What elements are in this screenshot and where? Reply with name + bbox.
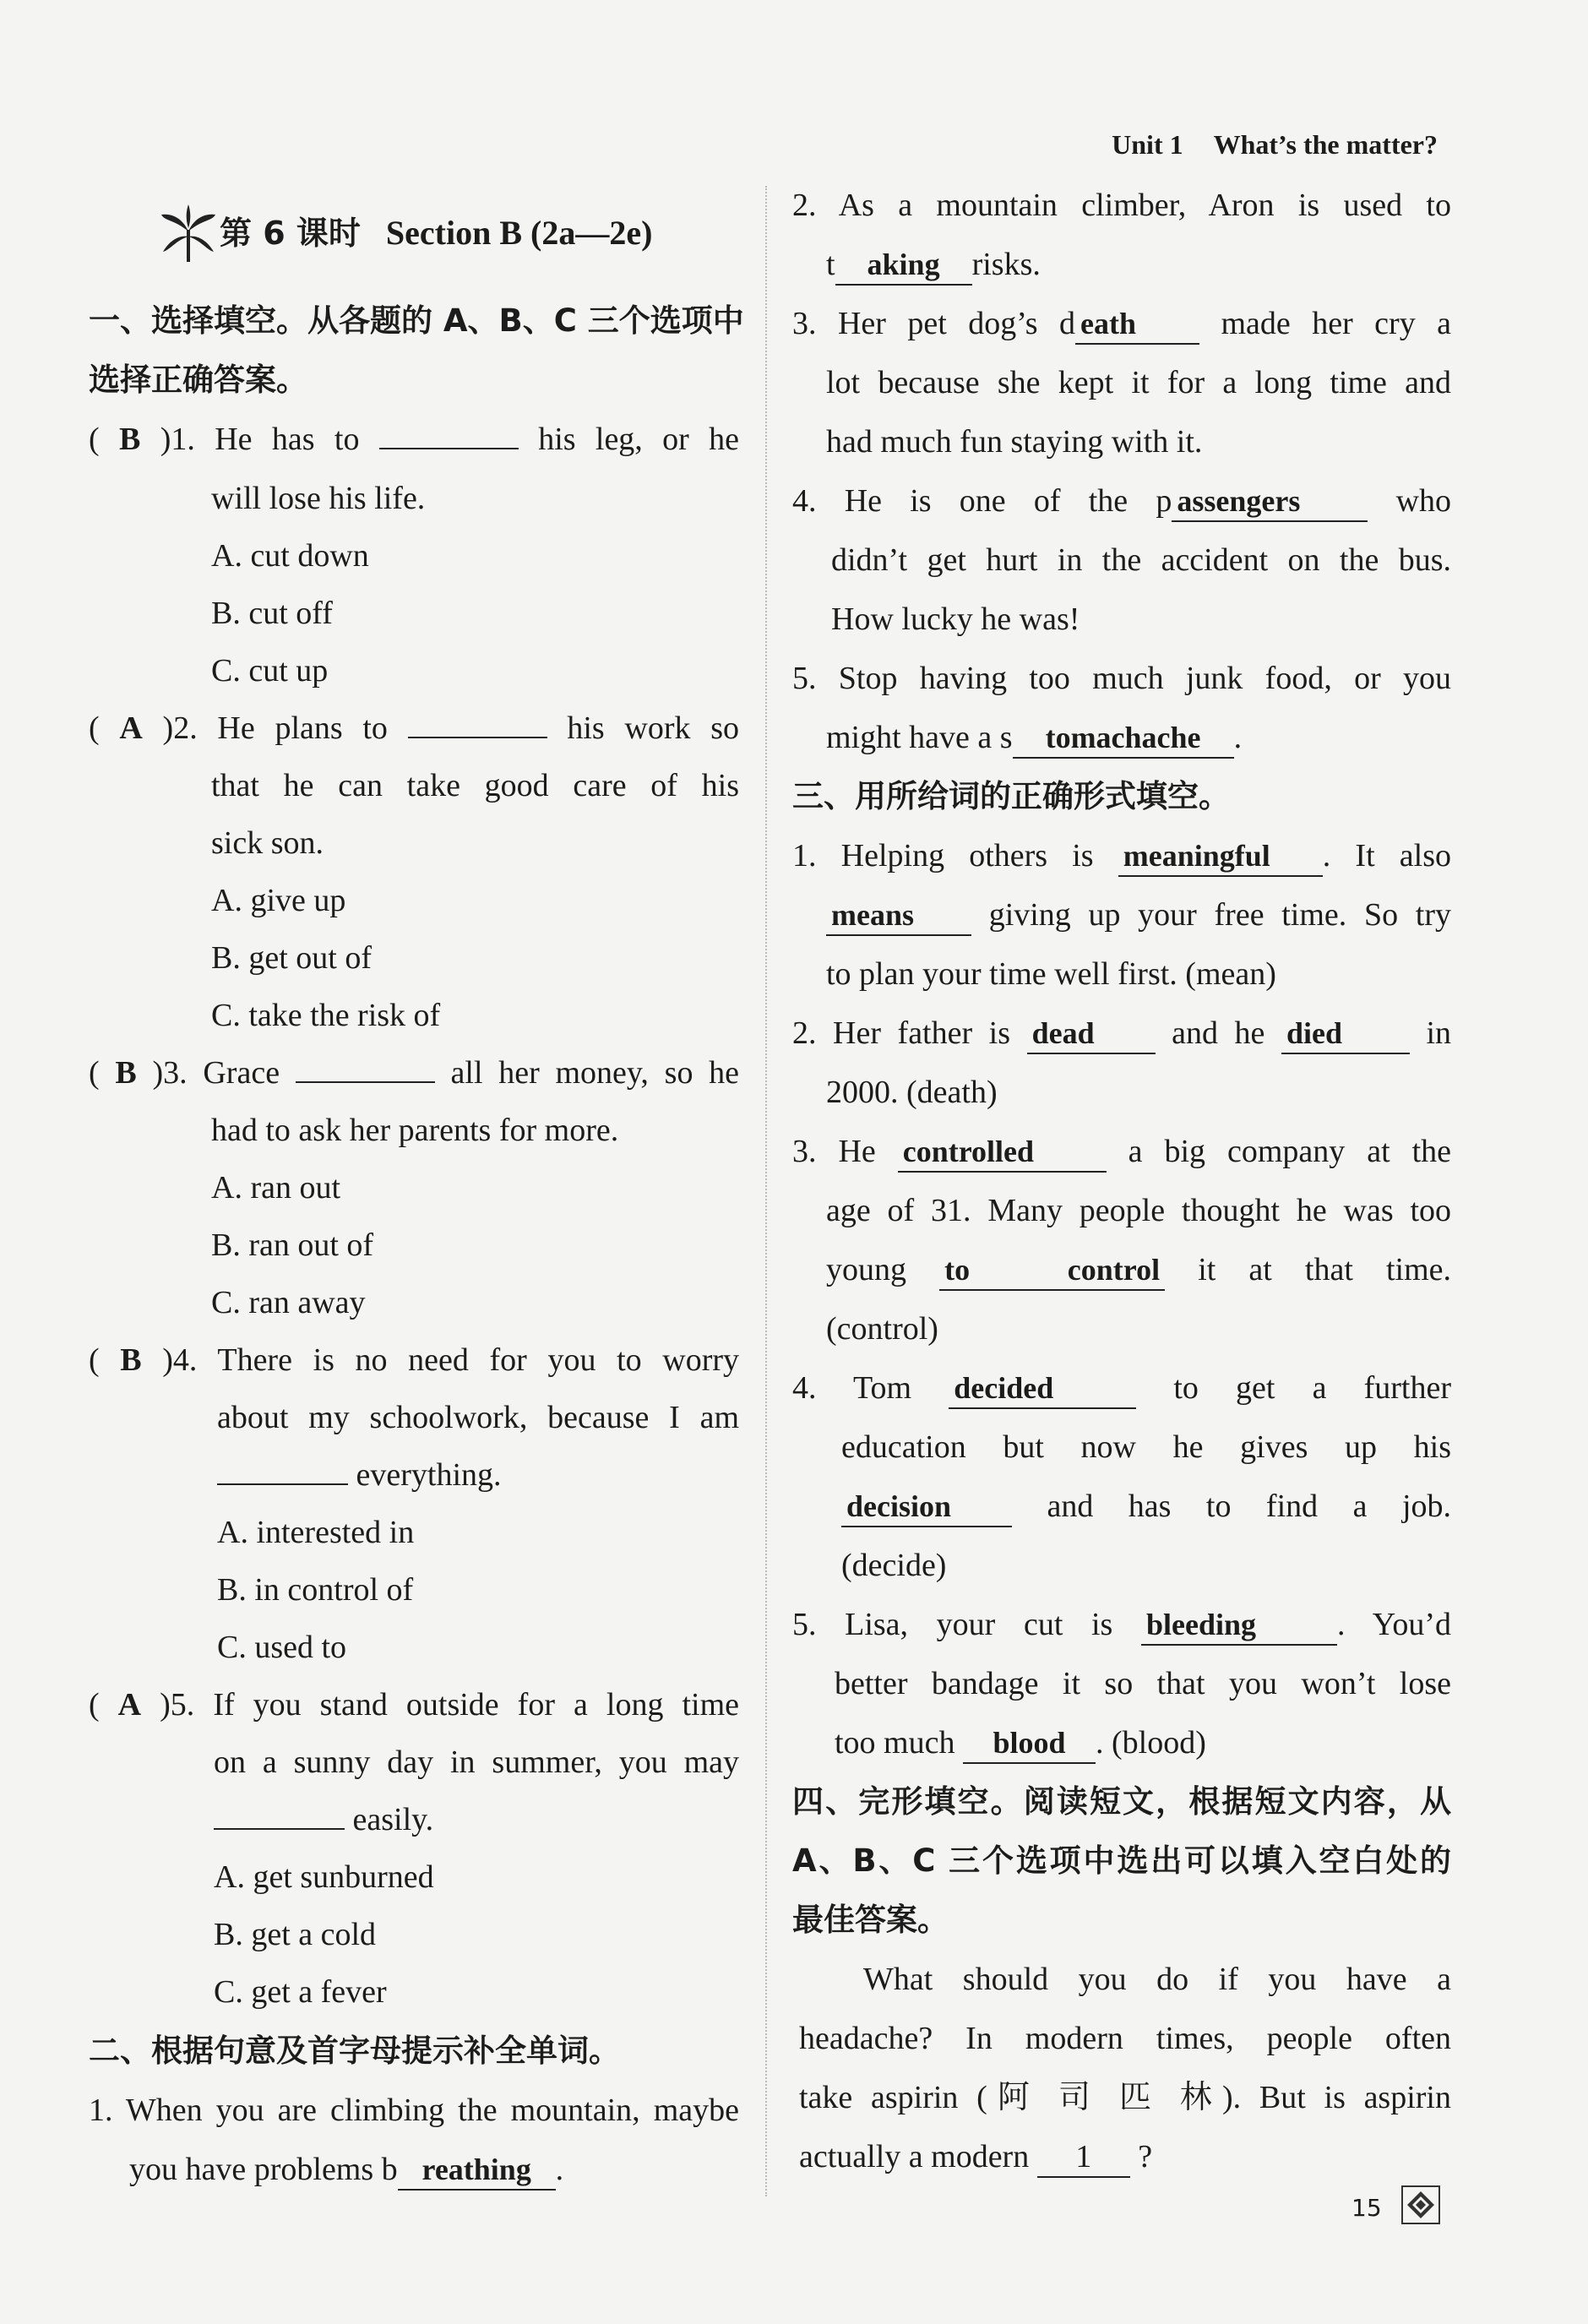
s1-q5-option-c: C. get a fever	[214, 1974, 387, 2010]
s2-q5-line1: 5. Stop having too much junk food, or you	[792, 661, 1451, 696]
s2-q2-line1: 2. As a mountain climber, Aron is used to	[792, 188, 1451, 223]
s2-q1-line2: you have problems b reathing .	[129, 2140, 739, 2199]
s1-q3-option-b: B. ran out of	[211, 1227, 374, 1263]
s3-q5-answer-1[interactable]: bleeding	[1141, 1605, 1337, 1646]
s3-q1-answer-2[interactable]: means	[826, 895, 971, 936]
s1-q1-line1: ( B )1. He has to his leg, or he	[89, 410, 739, 469]
s3-q4-line2: education but now he gives up his	[841, 1429, 1451, 1465]
s3-q4-line3: decision and has to find a job.	[841, 1477, 1451, 1536]
s1-q1-option-b: B. cut off	[211, 596, 333, 631]
s1-q3-option-c: C. ran away	[211, 1285, 366, 1320]
s3-q5-answer-2[interactable]: blood	[963, 1723, 1096, 1764]
s3-q4-line4: (decide)	[841, 1548, 947, 1583]
s1-q3-blank[interactable]	[296, 1053, 435, 1083]
s1-q5-line1: ( A )5. If you stand outside for a long time	[89, 1687, 739, 1723]
s3-q1-line2: means giving up your free time. So try	[826, 885, 1451, 944]
s1-q5-blank[interactable]	[214, 1799, 345, 1830]
unit-title: What’s the matter?	[1213, 129, 1438, 160]
s4-passage-line2: headache? In modern times, people often	[799, 2021, 1451, 2056]
s3-q2-answer-2[interactable]: died	[1281, 1014, 1410, 1054]
s1-q5-answer: A	[117, 1687, 142, 1723]
s1-q4-option-c: C. used to	[217, 1630, 347, 1665]
s1-q1-blank[interactable]	[379, 419, 519, 449]
lesson-title	[220, 199, 652, 267]
s1-q2-answer: A	[119, 710, 143, 746]
s2-q3-line3: had much fun staying with it.	[826, 424, 1203, 460]
s1-q4-option-a: A. interested in	[217, 1515, 415, 1550]
s3-q5-line1: 5. Lisa, your cut is bleeding . You’d	[792, 1595, 1451, 1654]
s1-q5-option-b: B. get a cold	[214, 1917, 377, 1952]
s3-q3-answer-2[interactable]: to control	[939, 1250, 1165, 1291]
s2-q3-line1: 3. Her pet dog’s d eath made her cry a	[792, 294, 1451, 353]
s3-q2-answer-1[interactable]: dead	[1027, 1014, 1156, 1054]
lesson-number: 第 6 课时	[220, 215, 361, 252]
plant-icon	[158, 203, 219, 264]
s1-q1-line2: will lose his life.	[211, 481, 426, 516]
diamond-icon	[1400, 2185, 1441, 2225]
s3-q5-line2: better bandage it so that you won’t lose	[835, 1666, 1451, 1701]
s3-q3-line4: (control)	[826, 1311, 938, 1347]
s1-q4-answer: B	[120, 1342, 142, 1378]
section-1-title-line1: 一、选择填空。从各题的 A、B、C 三个选项中	[89, 302, 744, 339]
s1-q1-option-c: C. cut up	[211, 653, 329, 688]
s1-q2-option-a: A. give up	[211, 883, 346, 918]
s4-passage-line1: What should you do if you have a	[863, 1962, 1451, 1997]
s1-q4-line2: about my schoolwork, because I am	[217, 1400, 739, 1435]
s4-passage-line3: take aspirin (阿 司 匹 林). But is aspirin	[799, 2080, 1451, 2115]
page-header	[1112, 129, 1438, 161]
s1-q3-line1: ( B )3. Grace all her money, so he	[89, 1043, 739, 1102]
s3-q4-answer-1[interactable]: decided	[949, 1369, 1136, 1409]
s1-q2-line2: that he can take good care of his	[211, 768, 739, 803]
s4-passage-line4: actually a modern 1 ?	[799, 2127, 1451, 2186]
s3-q3-answer-1[interactable]: controlled	[898, 1132, 1107, 1173]
s1-q2-option-c: C. take the risk of	[211, 998, 441, 1033]
column-divider	[765, 186, 767, 2196]
s3-q5-line3: too much blood . (blood)	[835, 1713, 1451, 1772]
s1-q4-blank[interactable]	[217, 1455, 348, 1485]
s2-q4-line1: 4. He is one of the p assengers who	[792, 471, 1451, 531]
section-4-title-line1: 四、完形填空。阅读短文，根据短文内容，从	[792, 1783, 1451, 1820]
s3-q3-line2: age of 31. Many people thought he was too	[826, 1193, 1451, 1228]
section-4-title-line3: 最佳答案。	[792, 1902, 949, 1938]
s3-q2-line1: 2. Her father is dead and he died in	[792, 1004, 1451, 1063]
s1-q3-line2: had to ask her parents for more.	[211, 1113, 619, 1148]
s3-q3-line1: 3. He controlled a big company at the	[792, 1122, 1451, 1181]
s1-q1-option-a: A. cut down	[211, 538, 369, 574]
s2-q4-answer[interactable]: assengers	[1172, 482, 1368, 522]
s2-q5-answer[interactable]: tomachache	[1013, 718, 1234, 759]
s1-q5-line3: easily.	[214, 1790, 739, 1849]
s3-q4-line1: 4. Tom decided to get a further	[792, 1358, 1451, 1418]
s1-q5-option-a: A. get sunburned	[214, 1859, 434, 1895]
s2-q5-line2: might have a s tomachache .	[826, 708, 1451, 767]
s2-q3-answer[interactable]: eath	[1075, 304, 1199, 345]
s1-q4-option-b: B. in control of	[217, 1572, 414, 1608]
s3-q1-line1: 1. Helping others is meaningful . It also	[792, 826, 1451, 885]
s3-q1-line3: to plan your time well first. (mean)	[826, 956, 1276, 992]
s1-q1-answer: B	[119, 422, 141, 457]
s1-q2-blank[interactable]	[408, 708, 547, 738]
lesson-section: Section B (2a—2e)	[385, 214, 653, 252]
s2-q1-line1: 1. When you are climbing the mountain, maybe	[89, 2093, 739, 2128]
s3-q4-answer-2[interactable]: decision	[841, 1487, 1012, 1527]
page-number: 15	[1351, 2194, 1382, 2222]
s1-q4-line3: everything.	[217, 1445, 739, 1505]
s1-q2-line1: ( A )2. He plans to his work so	[89, 699, 739, 758]
s2-q2-line2: t aking risks.	[826, 235, 1451, 294]
s4-blank-1[interactable]: 1	[1037, 2137, 1130, 2178]
s2-q4-line3: How lucky he was!	[831, 601, 1080, 637]
s3-q3-line3: young to control it at that time.	[826, 1240, 1451, 1299]
section-2-title: 二、根据句意及首字母提示补全单词。	[89, 2033, 620, 2069]
s1-q3-option-a: A. ran out	[211, 1170, 341, 1206]
section-3-title: 三、用所给词的正确形式填空。	[792, 778, 1230, 814]
s2-q3-line2: lot because she kept it for a long time and	[826, 365, 1451, 400]
s2-q1-answer[interactable]: reathing	[398, 2150, 556, 2191]
s3-q2-line2: 2000. (death)	[826, 1075, 998, 1110]
unit-label: Unit 1	[1112, 129, 1183, 160]
s2-q2-answer[interactable]: aking	[835, 245, 972, 286]
section-1-title-line2: 选择正确答案。	[89, 362, 307, 398]
s3-q1-answer-1[interactable]: meaningful	[1118, 836, 1323, 877]
section-4-title-line2: A、B、C 三个选项中选出可以填入空白处的	[792, 1842, 1451, 1879]
s1-q3-answer: B	[115, 1055, 137, 1091]
s1-q2-option-b: B. get out of	[211, 940, 372, 976]
s1-q5-line2: on a sunny day in summer, you may	[214, 1744, 739, 1780]
s1-q4-line1: ( B )4. There is no need for you to worry	[89, 1342, 740, 1378]
s2-q4-line2: didn’t get hurt in the accident on the bus.	[831, 542, 1451, 578]
s1-q2-line3: sick son.	[211, 825, 324, 861]
